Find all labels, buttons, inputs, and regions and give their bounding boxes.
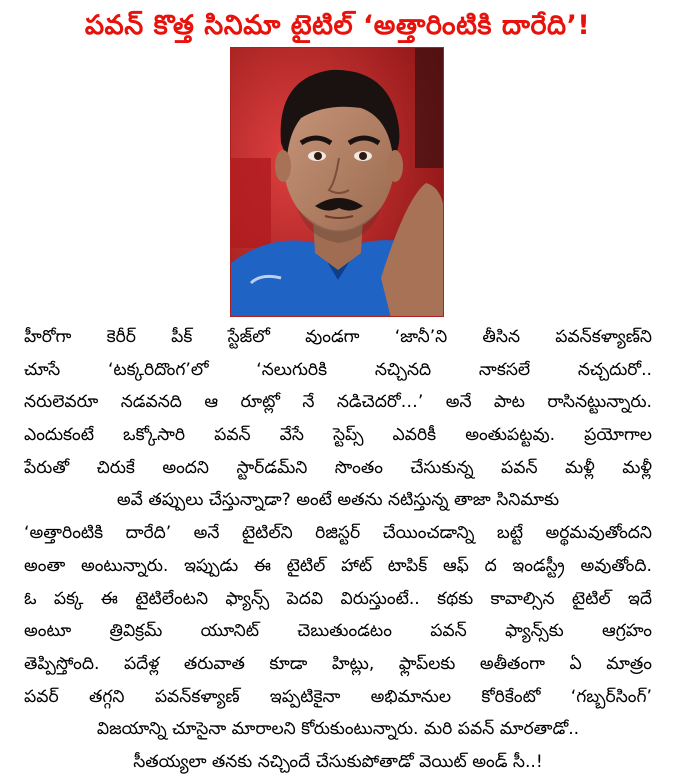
portrait-illustration	[231, 48, 444, 317]
article-line: ఎందుకంటే ఒక్కోసారి పవన్ వేసే స్టెప్స్ ఎవరికీ అంతుపట్టవు. ప్రయోగాల	[24, 425, 652, 446]
article-line: పేరుతో చిరుకే అందని స్టార్‌డమ్‌ని సొంతం చేసుకున్న పవన్ మళ్లీ మళ్లీ	[24, 457, 652, 478]
article-line: విజయాన్ని చూసైనా మారాలని కోరుకుంటున్నారు. మరి పవన్ మారతాడో..	[96, 719, 580, 740]
article-line: నరులెవరూ నడవనది ఆ రూట్లో నే నడిచెదరో…’ అనే పాట రాసినట్టున్నారు.	[24, 392, 652, 413]
article-line: అవే తప్పులు చేస్తున్నాడా? అంటే అతను నటిస్తున్న తాజా సినిమాకు	[116, 490, 560, 511]
article-line: సీతయ్యలా తనకు నచ్చిందే చేసుకుపోతాడో వెయిట్ అండ్ సీ..!	[133, 751, 543, 772]
article-line: చూసే ‘టక్కరిదొంగ’లో ‘నలుగురికి నచ్చినది నాకసలే నచ్చదురో..	[24, 359, 652, 380]
article-line: అంటూ త్రివిక్రమ్ యూనిట్ చెబుతుండటం పవన్ ఫ్యాన్స్‌కు ఆగ్రహం	[24, 621, 652, 642]
article-line: అంతా అంటున్నారు. ఇప్పుడు ఈ టైటిల్ హాట్ టాపిక్ ఆఫ్ ద ఇండస్ట్రీ అవుతోంది.	[24, 555, 652, 576]
article-line: హీరోగా కెరీర్ పీక్ స్టేజ్‌లో వుండగా ‘జానీ’ని తీసిన పవన్‌కళ్యాణ్‌ని	[24, 327, 652, 347]
article-line: పవర్ తగ్గని పవన్‌కళ్యాణ్ ఇప్పటికైనా అభిమానుల కోరికేంటో ‘గబ్బర్‌సింగ్’	[24, 686, 652, 707]
article-body	[24, 321, 652, 779]
article-line: తెప్పిస్తోంది. పదేళ్ల తరువాత కూడా హిట్లు, ఫ్లాప్‌లకు అతీతంగా ఏ మాత్రం	[24, 653, 652, 674]
portrait-photo	[230, 47, 444, 317]
headline: పవన్ కొత్త సినిమా టైటిల్ ‘అత్తారింటికి దారేది’!	[84, 10, 591, 41]
article-line: ‘అత్తారింటికి దారేది’ అనే టైటిల్‌ని రిజిస్టర్ చేయించడాన్ని బట్టే అర్థమవుతోందని	[24, 523, 652, 544]
article-line: ఓ పక్క ఈ టైటిలేంటని ఫ్యాన్స్ పెదవి విరుస్తుంటే.. కథకు కావాల్సిన టైటిల్ ఇదే	[24, 588, 652, 609]
